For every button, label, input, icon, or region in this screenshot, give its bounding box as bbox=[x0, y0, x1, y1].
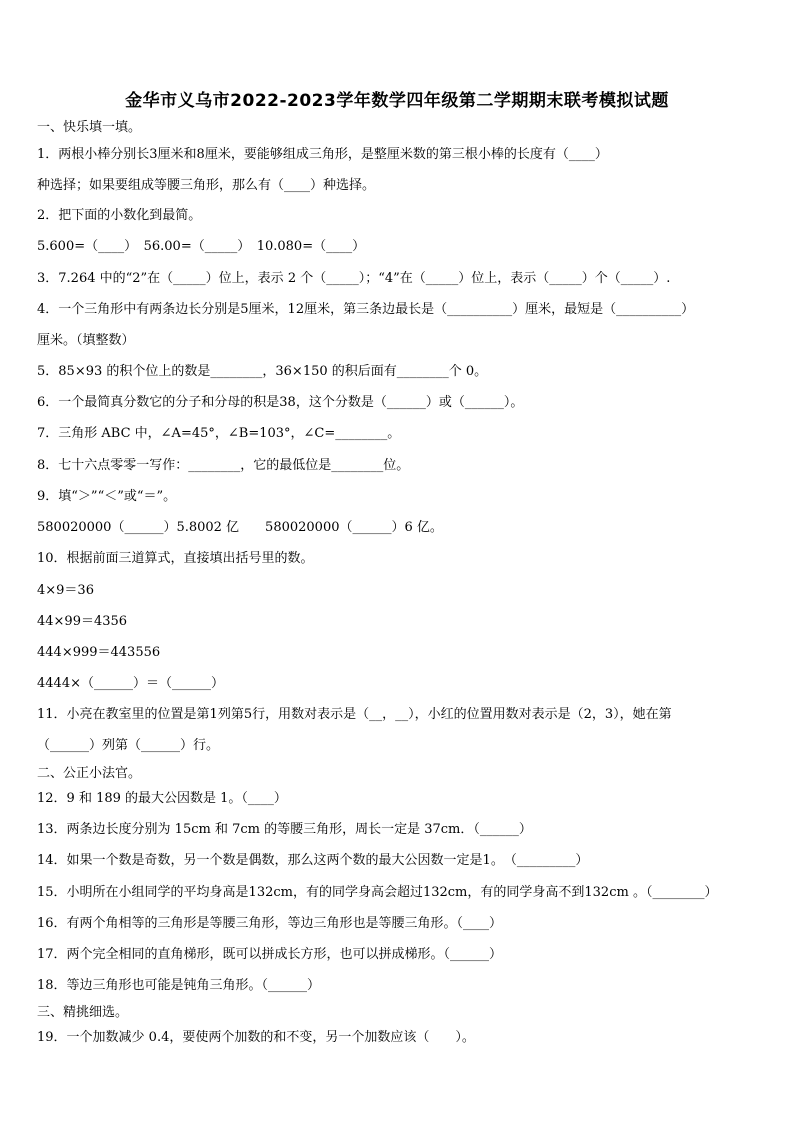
question-10: 10．根据前面三道算式，直接填出括号里的数。 bbox=[37, 551, 314, 566]
question-16: 16．有两个角相等的三角形是等腰三角形，等边三角形也是等腰三角形。（____） bbox=[37, 916, 503, 931]
question-18: 18．等边三角形也可能是钝角三角形。（______） bbox=[37, 978, 321, 993]
question-11-line-2: （______）列第（______）行。 bbox=[37, 738, 220, 753]
question-12: 12．9 和 189 的最大公因数是 1。（____） bbox=[37, 791, 287, 806]
question-1-line-2: 种选择；如果要组成等腰三角形，那么有（____）种选择。 bbox=[37, 178, 376, 193]
question-9-items: 580020000（______）5.8002 亿 580020000（______）6 亿。 bbox=[37, 520, 443, 535]
question-4-line-2: 厘米。（填整数） bbox=[37, 333, 135, 348]
question-10-eq-4: 4444×（______）＝（______） bbox=[37, 676, 224, 691]
question-10-eq-2: 44×99＝4356 bbox=[37, 614, 128, 629]
question-7: 7．三角形 ABC 中，∠A=45°，∠B=103°，∠C=________。 bbox=[37, 426, 401, 441]
question-19: 19．一个加数减少 0.4，要使两个加数的和不变，另一个加数应该（ ）。 bbox=[37, 1030, 475, 1045]
question-8: 8．七十六点零零一写作：________，它的最低位是________位。 bbox=[37, 458, 410, 473]
question-15: 15．小明所在小组同学的平均身高是132cm，有的同学身高会超过132cm，有的同学身高不到132cm 。（________） bbox=[37, 885, 718, 900]
question-2: 2．把下面的小数化到最简。 bbox=[37, 208, 202, 223]
question-9: 9．填“＞”“＜”或“＝”。 bbox=[37, 489, 177, 504]
section-heading-fill-blank: 一、快乐填一填。 bbox=[37, 120, 142, 135]
question-10-eq-3: 444×999＝443556 bbox=[37, 645, 161, 660]
question-5: 5．85×93 的积个位上的数是________，36×150 的积后面有________个 0。 bbox=[37, 364, 488, 379]
question-11-line-1: 11．小亮在教室里的位置是第1列第5行，用数对表示是（__，__），小红的位置用数对表示是（2，3），她在第 bbox=[37, 707, 672, 722]
section-heading-true-false: 二、公正小法官。 bbox=[37, 766, 142, 781]
page-title: 金华市义乌市2022-2023学年数学四年级第二学期期末联考模拟试题 bbox=[125, 91, 669, 111]
question-2-items: 5.600=（____） 56.00=（_____） 10.080=（____） bbox=[37, 239, 366, 254]
question-13: 13．两条边长度分别为 15cm 和 7cm 的等腰三角形，周长一定是 37cm．（______） bbox=[37, 822, 532, 837]
section-heading-choice: 三、精挑细选。 bbox=[37, 1005, 129, 1020]
question-1-line-1: 1．两根小棒分别长3厘米和8厘米，要能够组成三角形，是整厘米数的第三根小棒的长度有（____） bbox=[37, 147, 608, 162]
question-10-eq-1: 4×9＝36 bbox=[37, 583, 94, 598]
question-17: 17．两个完全相同的直角梯形，既可以拼成长方形，也可以拼成梯形。（______） bbox=[37, 947, 503, 962]
question-14: 14．如果一个数是奇数，另一个数是偶数，那么这两个数的最大公因数一定是1。 （_________） bbox=[37, 853, 589, 868]
question-6: 6．一个最简真分数它的分子和分母的积是38，这个分数是（______）或（______）。 bbox=[37, 395, 524, 410]
question-4-line-1: 4．一个三角形中有两条边长分别是5厘米，12厘米，第三条边最长是（__________）厘米，最短是（__________） bbox=[37, 302, 695, 317]
question-3: 3．7.264 中的“2”在（_____）位上，表示 2 个（_____）；“4”在（_____）位上，表示（_____）个（_____）. bbox=[37, 271, 671, 286]
